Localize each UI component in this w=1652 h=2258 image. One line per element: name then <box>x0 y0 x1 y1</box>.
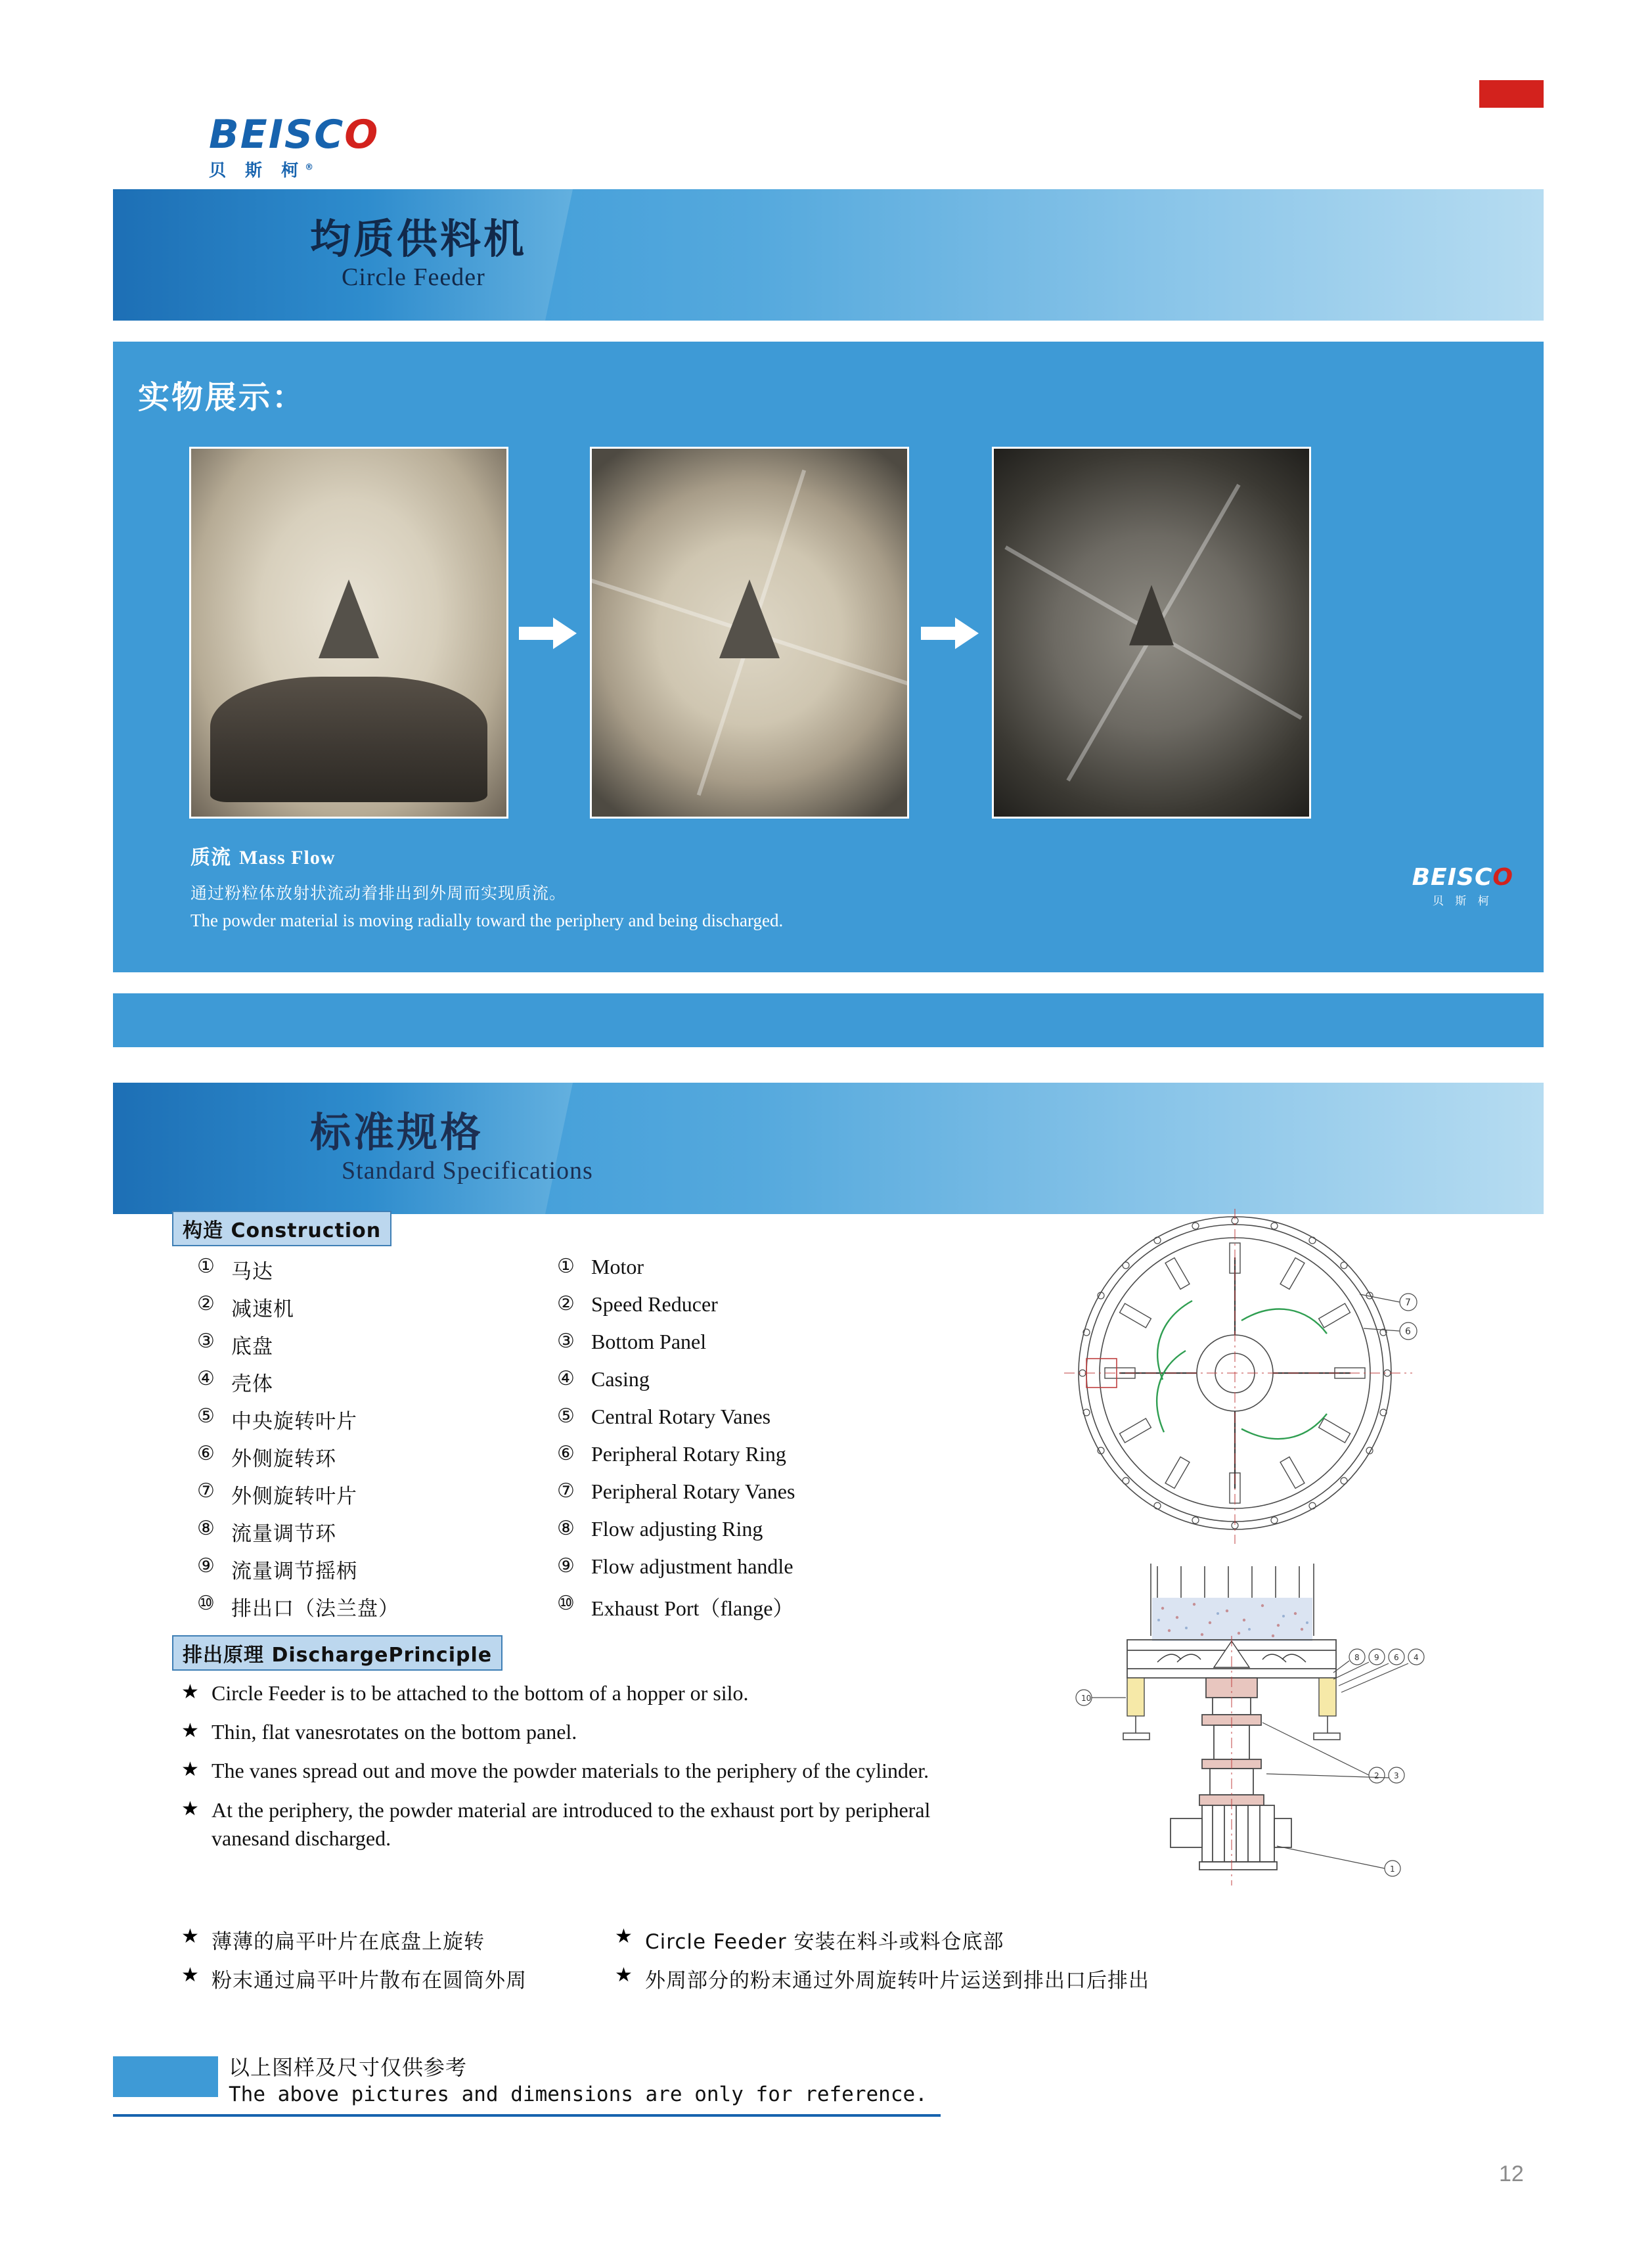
footer-divider <box>113 2114 941 2117</box>
top-view-technical-drawing <box>1044 1202 1439 1557</box>
svg-text:6: 6 <box>1405 1326 1411 1337</box>
specs-title-cn: 标准规格 <box>310 1108 484 1156</box>
list-item-label: Peripheral Rotary Ring <box>591 1442 786 1466</box>
list-item <box>197 1405 539 1442</box>
cone-icon <box>719 579 780 658</box>
list-item-label: Motor <box>591 1255 644 1278</box>
list-item-label: Speed Reducer <box>591 1292 718 1316</box>
footer-note-cn: 以上图样及尺寸仅供参考 <box>229 2055 468 2080</box>
section-label-construction: 构造 Construction <box>172 1211 391 1246</box>
logo-registered-mark: ® <box>305 162 314 173</box>
list-item-number: ① <box>197 1255 215 1278</box>
list-item-number: ⑧ <box>197 1517 215 1540</box>
company-logo <box>209 112 472 181</box>
list-item <box>557 1442 977 1479</box>
list-item-number: ⑤ <box>557 1405 575 1428</box>
list-item <box>181 1718 956 1746</box>
list-item-label: 马达 <box>231 1260 273 1284</box>
list-item <box>197 1442 539 1479</box>
showcase-title: 实物展示： <box>138 379 306 416</box>
watermark-dot: O <box>1492 864 1513 891</box>
svg-text:2: 2 <box>1374 1771 1379 1780</box>
title-banner-product <box>113 189 1544 321</box>
list-item <box>557 1592 977 1629</box>
star-icon: ★ <box>181 1797 199 1820</box>
list-item <box>557 1405 977 1442</box>
flow-arrow-icon <box>519 618 577 649</box>
svg-text:1: 1 <box>1390 1864 1395 1874</box>
divider-strip <box>113 993 1544 1047</box>
list-item <box>197 1255 539 1292</box>
list-item-label: 外侧旋转叶片 <box>231 1485 357 1508</box>
list-item-number: ⑥ <box>197 1442 215 1465</box>
list-item-number: ⑨ <box>197 1554 215 1577</box>
massflow-desc-en: The powder material is moving radially toward the periphery and being discharged. <box>190 911 784 930</box>
flow-arrow-icon <box>921 618 979 649</box>
list-item <box>197 1554 539 1592</box>
list-item <box>197 1367 539 1405</box>
list-item <box>197 1292 539 1330</box>
massflow-caption-cn: 质流 <box>190 846 231 869</box>
section-view-technical-drawing <box>1005 1557 1478 2004</box>
list-item-number: ② <box>557 1292 575 1315</box>
red-corner-tab <box>1479 80 1544 108</box>
photo-stage-3 <box>992 447 1311 819</box>
list-item-number: ⑤ <box>197 1405 215 1428</box>
bullet-text: Circle Feeder 安装在料斗或料仓底部 <box>645 1930 1004 1954</box>
star-icon: ★ <box>615 1926 633 1947</box>
svg-text:9: 9 <box>1374 1653 1379 1662</box>
bullet-text: The vanes spread out and move the powder materials to the periphery of the cylinder. <box>212 1759 929 1783</box>
bullet-cell-left <box>181 1964 615 1993</box>
list-item <box>557 1554 977 1592</box>
svg-text:6: 6 <box>1394 1653 1399 1662</box>
list-item-label: Casing <box>591 1367 650 1391</box>
svg-text:4: 4 <box>1414 1653 1419 1662</box>
star-icon: ★ <box>181 1759 199 1781</box>
cone-icon <box>319 579 379 658</box>
list-item-number: ① <box>557 1255 575 1278</box>
list-item-number: ⑦ <box>557 1479 575 1502</box>
list-item-number: ⑩ <box>197 1592 215 1615</box>
list-item-label: Central Rotary Vanes <box>591 1405 771 1428</box>
list-item <box>197 1330 539 1367</box>
list-item <box>181 1757 956 1785</box>
star-icon: ★ <box>181 1681 199 1703</box>
svg-text:8: 8 <box>1354 1653 1360 1662</box>
bullet-text: 薄薄的扁平叶片在底盘上旋转 <box>212 1930 485 1954</box>
list-item-number: ④ <box>197 1367 215 1390</box>
list-item <box>557 1330 977 1367</box>
photo-stage-1 <box>189 447 508 819</box>
list-item-number: ⑥ <box>557 1442 575 1465</box>
star-icon: ★ <box>181 1926 199 1947</box>
list-item-number: ⑩ <box>557 1592 575 1615</box>
list-item-label: 流量调节摇柄 <box>231 1560 357 1583</box>
footer-note-en: The above pictures and dimensions are only for reference. <box>229 2083 927 2106</box>
watermark-wordmark-text: BEISC <box>1412 864 1493 891</box>
banner-title-en: Circle Feeder <box>342 263 485 291</box>
star-icon: ★ <box>615 1964 633 1986</box>
list-item-number: ⑦ <box>197 1479 215 1502</box>
showcase-watermark-logo <box>1412 866 1513 908</box>
list-item-number: ④ <box>557 1367 575 1390</box>
banner-title-cn: 均质供料机 <box>310 215 527 263</box>
list-item-label: Flow adjustment handle <box>591 1554 793 1578</box>
list-item-number: ⑧ <box>557 1517 575 1540</box>
massflow-caption-en: Mass Flow <box>239 847 336 869</box>
bullet-text: Circle Feeder is to be attached to the bottom of a hopper or silo. <box>212 1681 749 1705</box>
bullet-text: 外周部分的粉末通过外周旋转叶片运送到排出口后排出 <box>645 1969 1150 1993</box>
list-item-label: Exhaust Port（flange） <box>591 1596 794 1620</box>
discharge-bullets-en <box>181 1679 956 1863</box>
photo-stage-2 <box>590 447 909 819</box>
list-item <box>181 1796 956 1853</box>
logo-dot: O <box>344 112 380 158</box>
svg-text:3: 3 <box>1394 1771 1399 1780</box>
massflow-desc-cn: 通过粉粒体放射状流动着排出到外周而实现质流。 <box>190 884 567 903</box>
star-icon: ★ <box>181 1964 199 1986</box>
list-item <box>557 1292 977 1330</box>
list-item-label: 外侧旋转环 <box>231 1447 336 1471</box>
list-item-number: ③ <box>557 1330 575 1353</box>
list-item <box>557 1367 977 1405</box>
list-item-number: ⑨ <box>557 1554 575 1577</box>
list-item-label: Bottom Panel <box>591 1330 707 1353</box>
watermark-subtext: 贝 斯 柯 <box>1432 895 1493 908</box>
title-banner-specs <box>113 1083 1544 1214</box>
bullet-text: Thin, flat vanesrotates on the bottom panel. <box>212 1720 577 1744</box>
cone-icon <box>1129 585 1174 646</box>
list-item <box>197 1517 539 1554</box>
list-item <box>197 1592 539 1629</box>
construction-list-cn <box>197 1255 539 1629</box>
list-item <box>557 1479 977 1517</box>
footer-color-swatch <box>113 2056 218 2097</box>
massflow-caption <box>190 841 336 870</box>
logo-wordmark-text: BEISC <box>209 112 345 158</box>
logo-subtext-label: 贝 斯 柯 <box>209 161 305 181</box>
svg-text:7: 7 <box>1405 1298 1411 1308</box>
list-item-label: 排出口（法兰盘） <box>231 1597 399 1621</box>
bullet-cell-left <box>181 1925 615 1954</box>
watermark-wordmark <box>1412 866 1513 890</box>
list-item <box>557 1255 977 1292</box>
logo-wordmark <box>209 112 472 158</box>
page-number: 12 <box>1499 2161 1524 2186</box>
list-item-label: 减速机 <box>231 1298 294 1321</box>
showcase-section <box>113 342 1544 972</box>
specs-title-en: Standard Specifications <box>342 1157 593 1185</box>
list-item-number: ② <box>197 1292 215 1315</box>
list-item-label: 壳体 <box>231 1372 273 1396</box>
list-item-label: 底盘 <box>231 1335 273 1359</box>
section-label-discharge: 排出原理 DischargePrinciple <box>172 1635 502 1671</box>
list-item <box>197 1479 539 1517</box>
logo-subtext <box>209 157 472 181</box>
star-icon: ★ <box>181 1720 199 1742</box>
bullet-text: 粉末通过扁平叶片散布在圆筒外周 <box>212 1969 527 1993</box>
list-item <box>181 1679 956 1707</box>
bullet-text: At the periphery, the powder material are introduced to the exhaust port by peripheral vanesand discharged. <box>212 1797 931 1850</box>
list-item-label: Peripheral Rotary Vanes <box>591 1479 795 1503</box>
list-item-number: ③ <box>197 1330 215 1353</box>
list-item-label: 流量调节环 <box>231 1522 336 1546</box>
bullet-cell-right <box>615 1925 1004 1954</box>
construction-list-en <box>557 1255 977 1629</box>
list-item <box>557 1517 977 1554</box>
svg-text:10: 10 <box>1081 1694 1092 1703</box>
list-item-label: Flow adjusting Ring <box>591 1517 763 1541</box>
list-item-label: 中央旋转叶片 <box>231 1410 357 1434</box>
